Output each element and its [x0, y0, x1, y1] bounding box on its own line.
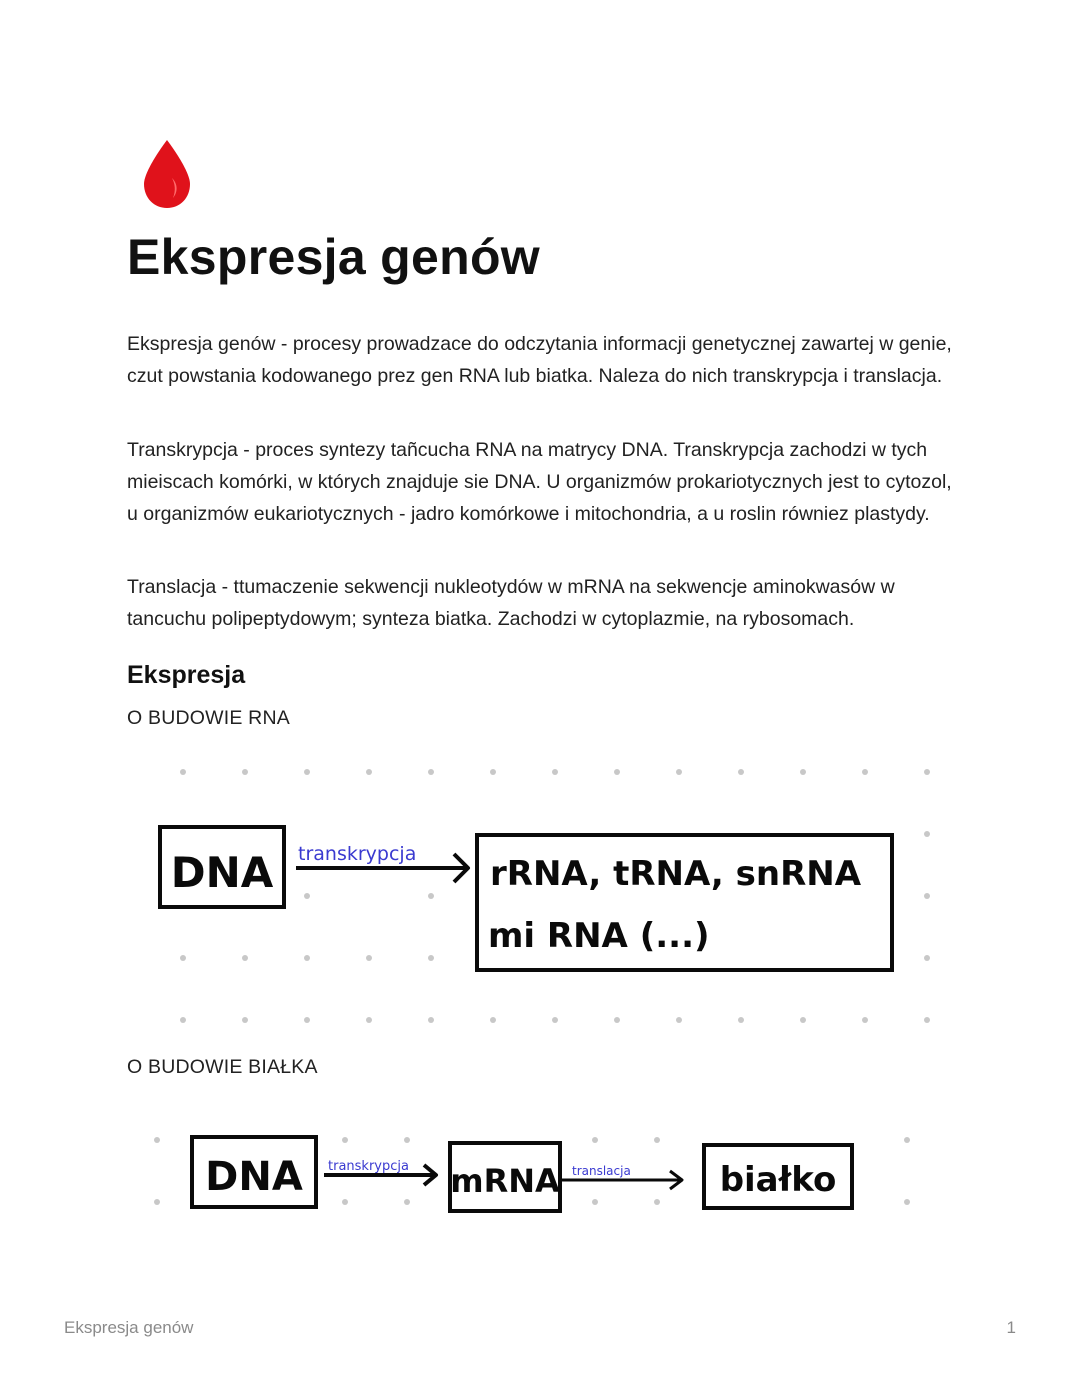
transcription-arrow-label: transkrypcja: [298, 843, 417, 865]
mrna-label: mRNA: [450, 1162, 560, 1200]
rna-types-line-1: rRNA, tRNA, snRNA: [490, 854, 862, 894]
protein-label: białko: [719, 1160, 837, 1200]
rna-types-line-2: mi RNA (...): [488, 916, 710, 956]
label-protein: O BUDOWIE BIAŁKA: [127, 1056, 318, 1078]
footer-title: Ekspresja genów: [64, 1318, 194, 1337]
diagram-protein: [0, 1120, 1080, 1230]
section-heading: Ekspresja: [127, 661, 246, 689]
label-rna: O BUDOWIE RNA: [127, 707, 290, 729]
page-title: Ekspresja genów: [127, 229, 540, 285]
dna-label: DNA: [170, 848, 274, 897]
transcription-arrow-label-2: transkrypcja: [328, 1159, 409, 1174]
paragraph-translation: Translacja - ttumaczenie sekwencji nukleotydów w mRNA na sekwencje aminokwasów w tancuchu polipeptydowym; synteza biatka. Zachodzi w cytoplazmie, na rybosomach.: [127, 576, 895, 630]
dot-grid: [180, 769, 930, 1023]
page-number: 1: [1006, 1318, 1016, 1337]
diagram-rna: [0, 750, 1080, 1040]
blood-drop-icon: [140, 138, 194, 210]
paragraph-definition: Ekspresja genów - procesy prowadzace do odczytania informacji genetycznej zawartej w genie, czut powstania kodowanego prez gen RNA lub biatka. Naleza do nich transkrypcja i translacja.: [127, 333, 952, 387]
translation-arrow-label: translacja: [572, 1164, 631, 1178]
paragraph-transcription: Transkrypcja - proces syntezy tañcucha RNA na matrycy DNA. Transkrypcja zachodzi w tych mieiscach komórki, w których znajduje sie DNA. U organizmów prokariotycznych jest to cytozol, u organizmów eukariotycznych - jadro komórkowe i mitochondria, a u roslin równiez plastydy.: [127, 439, 952, 525]
dna-label-2: DNA: [205, 1154, 303, 1200]
